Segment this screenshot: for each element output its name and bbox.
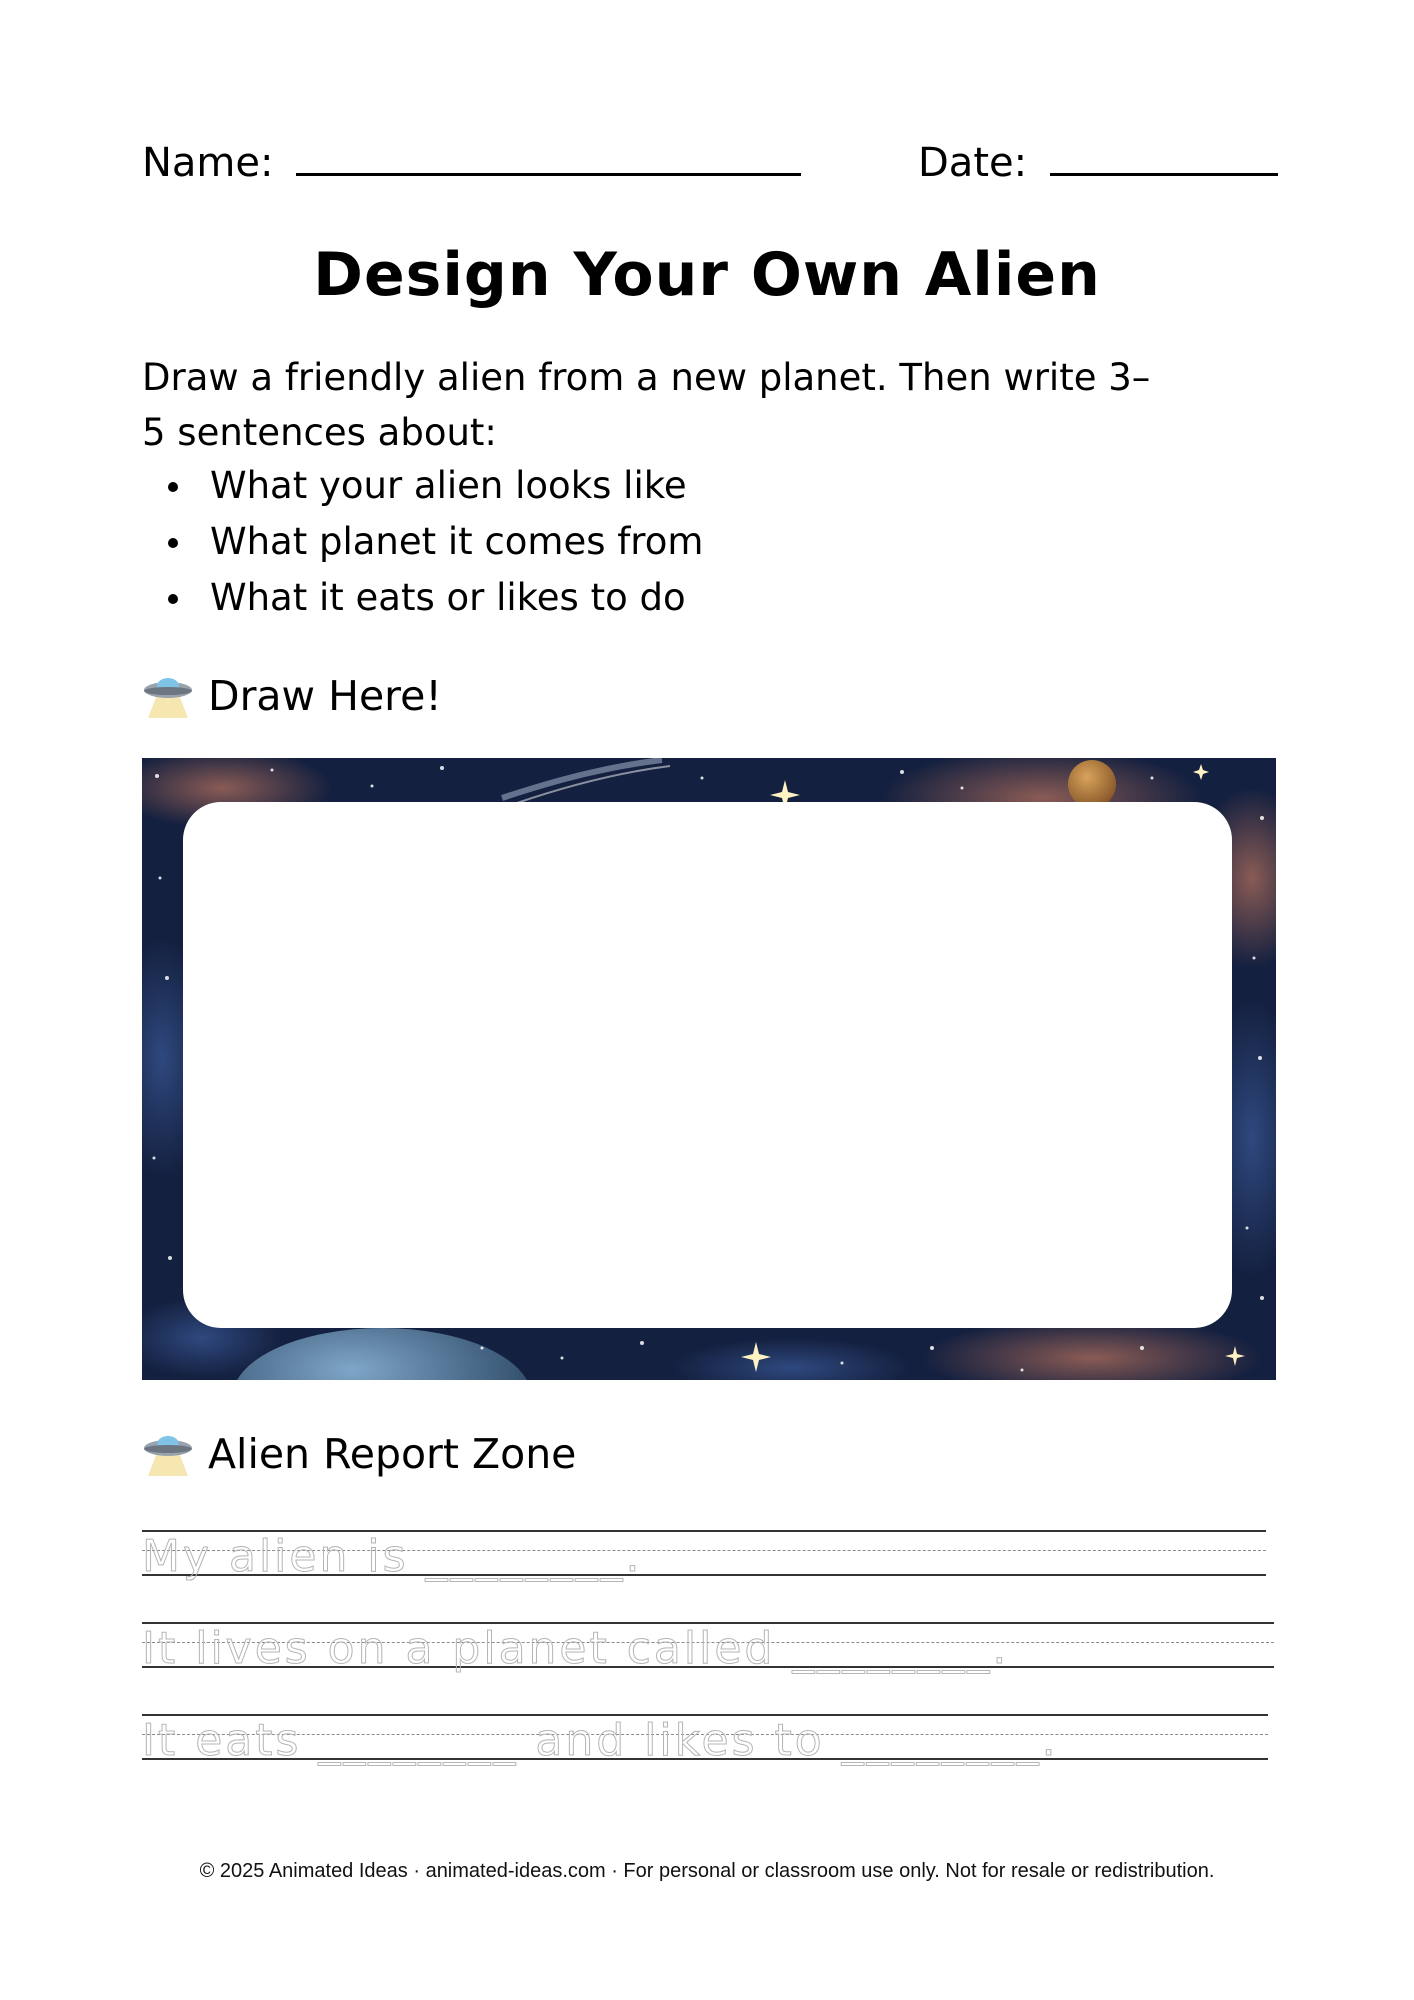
trace-prompt-3: It eats ________ and likes to ________.	[142, 1715, 1059, 1766]
trace-prompt-1: My alien is ________.	[142, 1531, 643, 1582]
writing-line-1[interactable]	[142, 1530, 1266, 1580]
drawing-area[interactable]	[183, 802, 1232, 1328]
space-frame-border	[142, 758, 1276, 1380]
report-section-heading	[142, 1430, 576, 1478]
page-title: Design Your Own Alien	[313, 240, 1101, 310]
draw-section-heading	[142, 672, 442, 720]
draw-section-title: Draw Here!	[208, 672, 442, 720]
instruction-list	[142, 458, 703, 626]
date-label: Date:	[918, 140, 1028, 186]
writing-line-2[interactable]	[142, 1622, 1274, 1672]
ufo-icon	[142, 674, 194, 718]
name-field[interactable]	[142, 140, 801, 186]
report-section-title: Alien Report Zone	[208, 1430, 577, 1478]
ufo-icon	[142, 1432, 194, 1476]
name-blank-line[interactable]	[296, 155, 801, 176]
copyright-footer: © 2025 Animated Ideas · animated-ideas.com · For personal or classroom use only. Not for resale or redistribution.	[199, 1860, 1215, 1882]
list-item: What it eats or likes to do	[142, 570, 703, 626]
trace-prompt-2: It lives on a planet called ________.	[142, 1623, 1010, 1674]
list-item: What planet it comes from	[142, 514, 703, 570]
instructions-text: Draw a friendly alien from a new planet. Then write 3–5 sentences about:	[142, 356, 1151, 454]
writing-line-3[interactable]	[142, 1714, 1268, 1764]
name-label: Name:	[142, 140, 274, 186]
list-item: What your alien looks like	[142, 458, 703, 514]
date-blank-line[interactable]	[1050, 155, 1278, 176]
date-field[interactable]	[918, 140, 1278, 186]
